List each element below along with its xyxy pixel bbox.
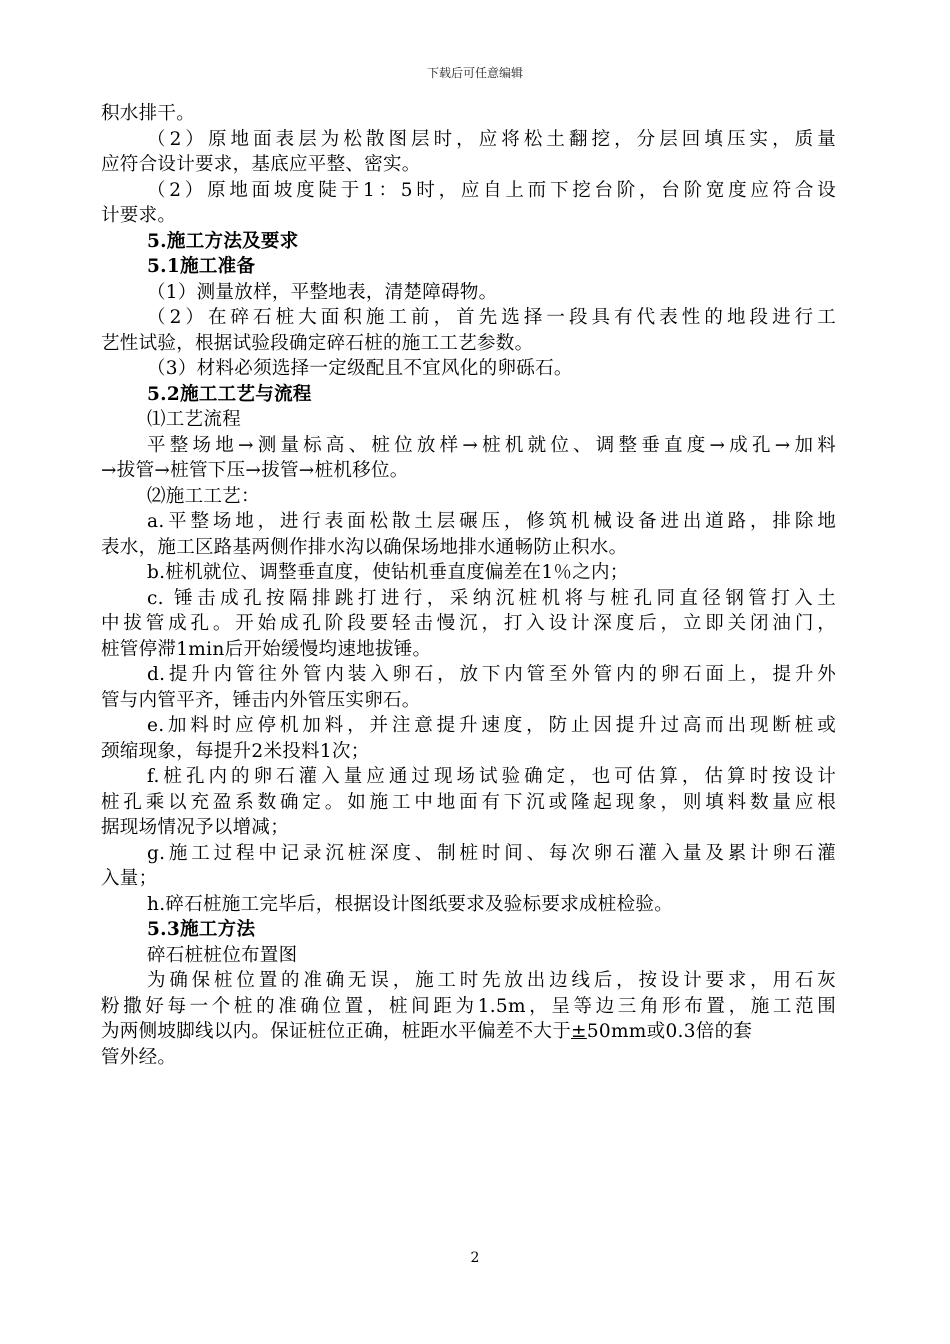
text-line: d.提升内管往外管内装入卵石，放下内管至外管内的卵石面上，提升外 bbox=[147, 664, 836, 685]
document-body bbox=[101, 101, 836, 1070]
text-line: 为确保桩位置的准确无误，施工时先放出边线后，按设计要求，用石灰 bbox=[147, 970, 836, 991]
section-heading: 5.2施工工艺与流程 bbox=[147, 383, 312, 405]
text-segment: 50mm或0.3倍的套 bbox=[586, 1021, 753, 1042]
text-line: 入量； bbox=[101, 868, 158, 889]
text-line: b.桩机就位、调整垂直度，使钻机垂直度偏差在1％之内； bbox=[147, 562, 629, 583]
plus-minus-sign: ± bbox=[571, 1021, 587, 1042]
text-line: 计要求。 bbox=[101, 205, 177, 226]
text-line: h.碎石桩施工完毕后，根据设计图纸要求及验标要求成桩检验。 bbox=[147, 893, 673, 915]
text-line: 应符合设计要求，基底应平整、密实。 bbox=[101, 154, 421, 175]
text-line: a.平整场地，进行表面松散土层碾压，修筑机械设备进出道路，排除地 bbox=[147, 511, 836, 532]
text-line: ⑵施工工艺： bbox=[147, 485, 260, 507]
text-line: （2）原地面表层为松散图层时，应将松土翻挖，分层回填压实，质量 bbox=[147, 128, 836, 150]
text-line: 艺性试验，根据试验段确定碎石桩的施工工艺参数。 bbox=[101, 332, 534, 354]
section-heading: 5.1施工准备 bbox=[147, 256, 256, 277]
text-line: （1）测量放样，平整地表，清楚障碍物。 bbox=[147, 281, 498, 303]
text-line: （3）材料必须选择一定级配且不宜风化的卵砾石。 bbox=[147, 358, 573, 379]
text-line: c. 锤击成孔按隔排跳打进行，采纳沉桩机将与桩孔同直径钢管打入土 bbox=[147, 587, 836, 609]
text-line: （2）在碎石桩大面积施工前，首先选择一段具有代表性的地段进行工 bbox=[147, 307, 836, 328]
text-line: 据现场情况予以增减； bbox=[101, 817, 290, 838]
text-line: 桩管停滞1min后开始缓慢均速地拔锤。 bbox=[101, 638, 432, 660]
text-line: g.施工过程中记录沉桩深度、制桩时间、每次卵石灌入量及累计卵石灌 bbox=[147, 842, 836, 864]
page-number: 2 bbox=[470, 1250, 480, 1266]
page-header: 下载后可任意编辑 bbox=[426, 66, 523, 80]
text-line: 管外经。 bbox=[101, 1046, 177, 1068]
text-line: 粉撒好每一个桩的准确位置，桩间距为1.5m，呈等边三角形布置，施工范围 bbox=[101, 995, 836, 1017]
text-line bbox=[101, 1019, 836, 1045]
text-line: 颈缩现象，每提升2米投料1次； bbox=[101, 740, 370, 762]
text-line: 积水排干。 bbox=[101, 103, 196, 124]
text-line: f.桩孔内的卵石灌入量应通过现场试验确定，也可估算，估算时按设计 bbox=[147, 766, 836, 787]
text-line: （2）原地面坡度陡于1：5时，应自上而下挖台阶，台阶宽度应符合设 bbox=[147, 179, 836, 201]
text-segment: 为两侧坡脚线以内。保证桩位正确，桩距水平偏差不大于 bbox=[101, 1021, 572, 1042]
text-line: ⑴工艺流程 bbox=[147, 409, 242, 430]
text-line: 中拔管成孔。开始成孔阶段要轻击慢沉，打入设计深度后，立即关闭油门， bbox=[101, 613, 836, 634]
text-line: e.加料时应停机加料，并注意提升速度，防止因提升过高而出现断桩或 bbox=[147, 715, 836, 736]
text-line: 表水，施工区路基两侧作排水沟以确保场地排水通畅防止积水。 bbox=[101, 536, 628, 558]
section-heading: 5.施工方法及要求 bbox=[147, 230, 299, 252]
section-heading: 5.3施工方法 bbox=[147, 919, 256, 940]
text-line: 平整场地→测量标高、桩位放样→桩机就位、调整垂直度→成孔→加料 bbox=[147, 434, 836, 456]
text-line: 管与内管平齐，锤击内外管压实卵石。 bbox=[101, 689, 421, 711]
text-line: 桩孔乘以充盈系数确定。如施工中地面有下沉或隆起现象，则填料数量应根 bbox=[101, 791, 836, 813]
text-line: →拔管→桩管下压→拔管→桩机移位。 bbox=[101, 460, 409, 481]
text-line: 碎石桩桩位布置图 bbox=[147, 944, 298, 966]
